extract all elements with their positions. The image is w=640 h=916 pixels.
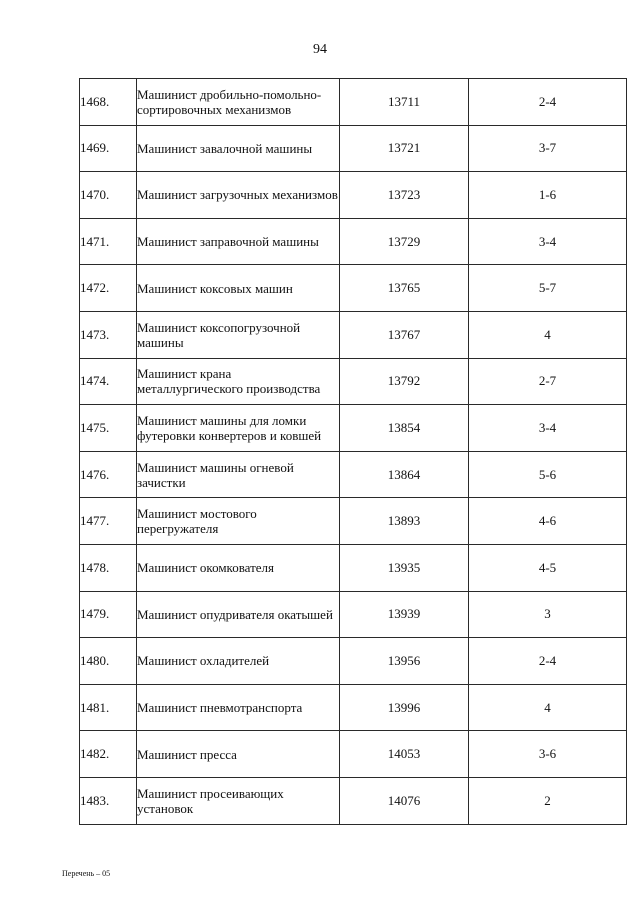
table-row — [80, 498, 627, 545]
table-row — [80, 591, 627, 638]
profession-code: 13956 — [340, 638, 469, 685]
row-number: 1478. — [80, 544, 137, 591]
table-row — [80, 125, 627, 172]
grade-range: 3 — [469, 591, 627, 638]
table-row — [80, 311, 627, 358]
grade-range: 3-4 — [469, 218, 627, 265]
profession-name: Машинист охладителей — [137, 638, 340, 685]
grade-range: 3-6 — [469, 731, 627, 778]
profession-code: 13792 — [340, 358, 469, 405]
table-row — [80, 777, 627, 824]
grade-range: 2-4 — [469, 79, 627, 126]
profession-name: Машинист мостового перегружателя — [137, 498, 340, 545]
row-number: 1472. — [80, 265, 137, 312]
profession-name: Машинист коксопогрузочной машины — [137, 311, 340, 358]
profession-code: 13935 — [340, 544, 469, 591]
grade-range: 1-6 — [469, 172, 627, 219]
table-row — [80, 79, 627, 126]
profession-name: Машинист пресса — [137, 731, 340, 778]
grade-range: 2-7 — [469, 358, 627, 405]
profession-code: 13723 — [340, 172, 469, 219]
footer-label: Перечень – 05 — [62, 869, 111, 878]
grade-range: 4 — [469, 684, 627, 731]
row-number: 1479. — [80, 591, 137, 638]
profession-code: 13854 — [340, 405, 469, 452]
profession-code: 13729 — [340, 218, 469, 265]
grade-range: 4-6 — [469, 498, 627, 545]
row-number: 1471. — [80, 218, 137, 265]
table-row — [80, 731, 627, 778]
grade-range: 4-5 — [469, 544, 627, 591]
profession-code: 13996 — [340, 684, 469, 731]
row-number: 1469. — [80, 125, 137, 172]
row-number: 1475. — [80, 405, 137, 452]
grade-range: 4 — [469, 311, 627, 358]
profession-name: Машинист машины огневой зачистки — [137, 451, 340, 498]
row-number: 1468. — [80, 79, 137, 126]
table-row — [80, 172, 627, 219]
row-number: 1480. — [80, 638, 137, 685]
grade-range: 5-6 — [469, 451, 627, 498]
profession-code: 13711 — [340, 79, 469, 126]
table-row — [80, 405, 627, 452]
profession-name: Машинист заправочной машины — [137, 218, 340, 265]
table-row — [80, 265, 627, 312]
profession-code: 13939 — [340, 591, 469, 638]
row-number: 1483. — [80, 777, 137, 824]
row-number: 1470. — [80, 172, 137, 219]
profession-name: Машинист загрузочных механизмов — [137, 172, 340, 219]
profession-name: Машинист окомкователя — [137, 544, 340, 591]
table-row — [80, 218, 627, 265]
profession-name: Машинист коксовых машин — [137, 265, 340, 312]
row-number: 1481. — [80, 684, 137, 731]
profession-code: 14053 — [340, 731, 469, 778]
profession-name: Машинист дробильно-помольно-сортировочных механизмов — [137, 79, 340, 126]
profession-code: 13721 — [340, 125, 469, 172]
profession-code: 13864 — [340, 451, 469, 498]
row-number: 1473. — [80, 311, 137, 358]
grade-range: 3-7 — [469, 125, 627, 172]
table-row — [80, 638, 627, 685]
row-number: 1474. — [80, 358, 137, 405]
grade-range: 3-4 — [469, 405, 627, 452]
profession-name: Машинист пневмотранспорта — [137, 684, 340, 731]
profession-code: 13893 — [340, 498, 469, 545]
grade-range: 2 — [469, 777, 627, 824]
grade-range: 2-4 — [469, 638, 627, 685]
grade-range: 5-7 — [469, 265, 627, 312]
table-row — [80, 358, 627, 405]
row-number: 1476. — [80, 451, 137, 498]
table-row — [80, 544, 627, 591]
profession-name: Машинист просеивающих установок — [137, 777, 340, 824]
row-number: 1477. — [80, 498, 137, 545]
profession-name: Машинист крана металлургического производства — [137, 358, 340, 405]
profession-name: Машинист завалочной машины — [137, 125, 340, 172]
profession-code: 13767 — [340, 311, 469, 358]
professions-table — [79, 78, 627, 825]
row-number: 1482. — [80, 731, 137, 778]
profession-code: 13765 — [340, 265, 469, 312]
profession-name: Машинист машины для ломки футеровки конвертеров и ковшей — [137, 405, 340, 452]
table-row — [80, 684, 627, 731]
table-row — [80, 451, 627, 498]
page-number: 94 — [313, 42, 327, 57]
profession-name: Машинист опудривателя окатышей — [137, 591, 340, 638]
profession-code: 14076 — [340, 777, 469, 824]
